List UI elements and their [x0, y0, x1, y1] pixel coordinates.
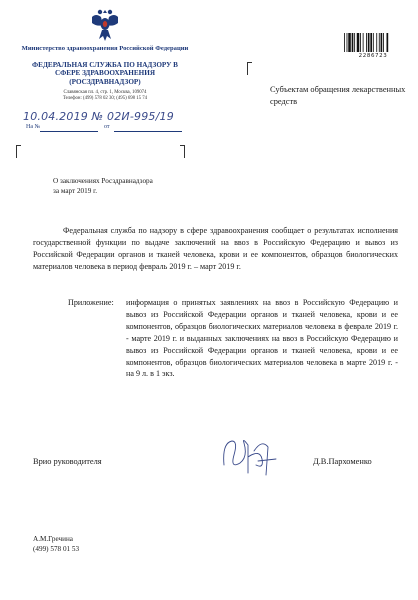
na-underline: [40, 131, 98, 132]
barcode-bar: [387, 33, 389, 52]
body-paragraph: Федеральная служба по надзору в сфере здравоохранения сообщает о результатах исполнения государственной функции по выдаче заключений на ввоз в Российскую Федерацию и вывоз из Российской Федерации органов и тканей человека, крови и ее компонентов, образцов биологических материалов человека в период февраль 2019 г. – март 2019 г.: [33, 226, 398, 271]
barcode-bar: [347, 33, 348, 52]
executor-phone: (499) 578 01 53: [33, 545, 80, 553]
barcode-bar: [368, 33, 370, 52]
subject: [53, 176, 223, 196]
barcode-bar: [373, 33, 374, 52]
ministry-name: Министерство здравоохранения Российской Федерации: [21, 45, 189, 52]
letterhead-address: [20, 90, 190, 103]
executor-name: А.М.Гречина: [33, 535, 73, 543]
barcode-bar: [360, 33, 361, 52]
subject-line-1: О заключениях Росздравнадзора: [53, 177, 153, 185]
service-abbr: (РОСЗДРАВНАДЗОР): [69, 77, 141, 86]
subject-line-2: за март 2019 г.: [53, 187, 98, 195]
barcode-bar: [366, 33, 367, 52]
bracket-left: [16, 145, 21, 158]
bracket-address: [247, 62, 252, 75]
ot-underline: [114, 131, 182, 132]
emblem-eagle-icon: [90, 7, 120, 43]
signer-name: Д.В.Пархоменко: [313, 457, 372, 466]
phone-line: Телефон: (499) 578 02 30; (495) 698 15 74: [62, 96, 148, 102]
barcode-bar: [357, 33, 360, 52]
barcode-bar: [348, 33, 351, 52]
barcode-bar: [354, 33, 355, 52]
bracket-right: [180, 145, 185, 158]
appendix-text: информация о принятых заявлениях на ввоз в Российскую Федерацию и вывоз из Российской Федерации органов и тканей человека, крови и ее компонентов, образцов биологических материалов человека в феврале 2019 г. - марте 2019 г. и выданных заключениях на ввоз в Российскую Федерацию и вывоз из Российской Федерации органов и тканей человека, крови и ее компонентов, образцов биологических материалов человека в марте 2019 г. - на 9 л. в 1 экз.: [126, 298, 398, 379]
recipient: Субъектам обращения лекарственных средств: [270, 85, 406, 106]
address-line: Славянская пл. 4, стр. 1, Москва, 109074: [63, 90, 147, 95]
barcode-bar: [370, 33, 372, 52]
barcode-bar: [344, 33, 345, 52]
ot-label: от: [104, 124, 110, 130]
barcode-bar: [379, 33, 380, 52]
service-title: ФЕДЕРАЛЬНАЯ СЛУЖБА ПО НАДЗОРУ В СФЕРЕ ЗДРАВООХРАНЕНИЯ: [32, 61, 178, 78]
barcode-number: 2286723: [358, 53, 388, 59]
barcode-bar: [352, 33, 354, 52]
barcode-bar: [383, 33, 384, 52]
na-label: На №: [26, 124, 41, 130]
executor-block: [33, 534, 79, 554]
barcode-bar: [381, 33, 383, 52]
barcode: [344, 33, 402, 52]
signer-title: Врио руководителя: [33, 457, 102, 466]
barcode-bar: [376, 33, 377, 52]
handwritten-registration: 10.04.2019 № 02И-995/19: [23, 110, 174, 123]
appendix-label: Приложение:: [68, 298, 114, 307]
barcode-bar: [363, 33, 364, 52]
reference-line: [26, 124, 186, 134]
handwritten-signature: [218, 435, 280, 479]
service-name: [20, 61, 190, 86]
